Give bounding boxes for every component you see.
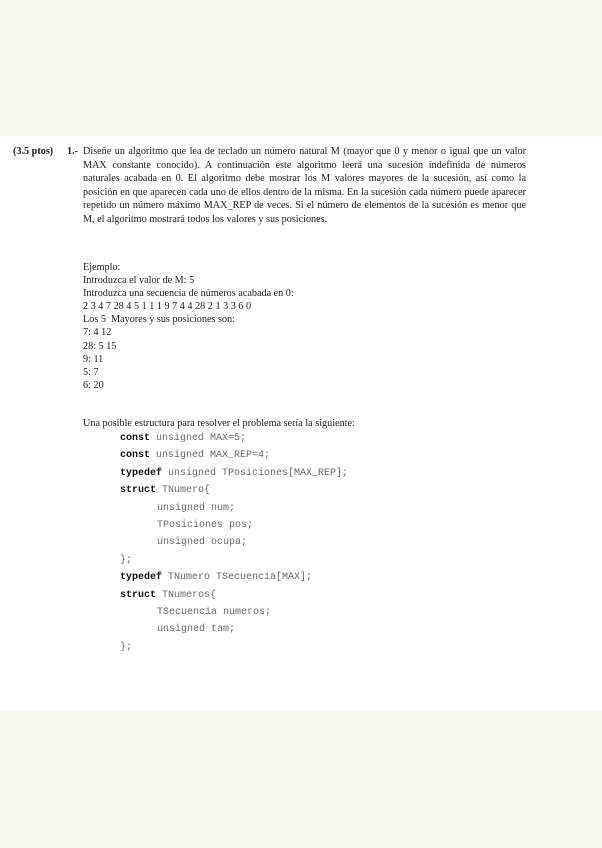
code-text: unsigned MAX=5;: [150, 433, 247, 444]
problem-header: [13, 145, 533, 227]
example-line: 7: 4 12: [83, 327, 112, 339]
example-line: 5: 7: [83, 366, 99, 378]
structure-intro: Una posible estructura para resolver el problema sería la siguiente:: [83, 418, 355, 429]
code-text: TNumero TSecuencia[MAX];: [162, 572, 313, 584]
code-keyword: const: [120, 450, 151, 462]
code-line: [120, 604, 348, 621]
example-line: 2 3 4 7 28 4 5 1 1 1 9 7 4 4 28 2 1 3 3 6 0: [83, 301, 252, 313]
example-title: Ejemplo:: [83, 262, 121, 273]
code-text: TSecuencia numeros;: [157, 607, 272, 619]
example-block: [83, 261, 294, 392]
code-keyword: struct: [120, 589, 157, 601]
code-line: [120, 587, 348, 604]
example-line: Introduzca una secuencia de números acabada en 0:: [83, 288, 294, 300]
code-line: [120, 639, 348, 656]
problem-statement: Diseñe un algoritmo que lea de teclado un número natural M (mayor que 0 y menor o igual que un valor MAX constante conocido). A continuación este algoritmo leerá una sucesión indefinida de números naturales acabada en 0. El algoritmo debe mostrar los M valores mayores de la sucesión, así como la posición en que aparecen cada uno de ellos dentro de la misma. En la sucesión cada número puede aparecer repetido un número máximo MAX_REP de veces. Si el número de elementos de la sucesión es menor que M, el algoritmo mostrará todos los valores y sus posiciones.: [83, 146, 526, 225]
code-line: [120, 569, 348, 586]
code-keyword: typedef: [120, 467, 163, 479]
problem-number: 1.-: [67, 146, 79, 157]
code-block: [120, 430, 348, 656]
problem-block: [13, 145, 533, 227]
code-line: [120, 621, 348, 638]
code-line: [120, 517, 348, 534]
code-text: };: [120, 641, 133, 653]
code-text: TNumero{: [156, 485, 211, 497]
code-line: [120, 500, 348, 517]
code-keyword: const: [120, 433, 151, 444]
code-line: [120, 482, 348, 499]
example-line: 28: 5 15: [83, 340, 117, 352]
example-line: 9: 11: [83, 353, 104, 365]
example-line: Los 5 Mayores y sus posiciones son:: [83, 314, 235, 326]
code-keyword: typedef: [120, 572, 163, 584]
example-line: 6: 20: [83, 379, 104, 391]
code-text: TNumeros{: [156, 589, 217, 601]
example-line: Introduzca el valor de M: 5: [83, 275, 195, 287]
code-text: unsigned tam;: [157, 624, 236, 636]
code-text: unsigned MAX_REP=4;: [150, 450, 271, 462]
code-text: unsigned num;: [157, 502, 236, 514]
code-text: };: [120, 554, 133, 566]
code-line: [120, 447, 348, 464]
code-line: [120, 465, 348, 482]
code-line: [120, 534, 348, 551]
code-keyword: struct: [120, 485, 157, 497]
code-text: unsigned ocupa;: [157, 537, 248, 549]
code-text: unsigned TPosiciones[MAX_REP];: [162, 467, 349, 479]
code-line: [120, 430, 348, 447]
points-label: (3.5 ptos): [13, 146, 54, 157]
code-line: [120, 552, 348, 569]
code-text: TPosiciones pos;: [157, 520, 254, 532]
